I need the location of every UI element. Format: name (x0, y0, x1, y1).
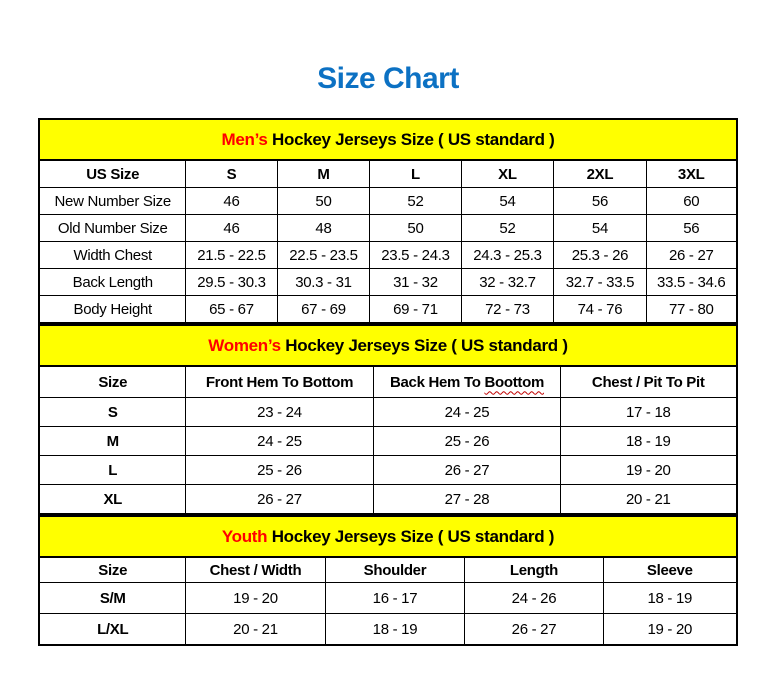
youth-section-highlight: Youth (221, 526, 268, 546)
mens-header-row (39, 160, 736, 188)
table-row (39, 583, 736, 614)
misspelled-word: Boottom (484, 373, 545, 391)
womens-header-row (39, 366, 736, 398)
cell: 20 - 21 (185, 614, 325, 646)
column-header: Sleeve (603, 557, 736, 583)
cell: 16 - 17 (325, 583, 464, 614)
youth-section-band (39, 516, 736, 557)
cell: 74 - 76 (553, 296, 646, 324)
table-row (39, 215, 736, 242)
column-header: Chest / Pit To Pit (560, 366, 736, 398)
column-header: S (185, 160, 277, 188)
cell: 65 - 67 (185, 296, 277, 324)
cell: 50 (369, 215, 461, 242)
row-label: XL (39, 485, 185, 515)
youth-header-row (39, 557, 736, 583)
column-header: Length (464, 557, 603, 583)
mens-size-table (38, 118, 737, 324)
row-label: L (39, 456, 185, 485)
row-label: S/M (39, 583, 185, 614)
cell: 31 - 32 (369, 269, 461, 296)
cell: 25 - 26 (185, 456, 373, 485)
cell: 60 (646, 188, 736, 215)
page-title: Size Chart (317, 62, 459, 95)
cell: 24.3 - 25.3 (461, 242, 553, 269)
table-row (39, 456, 736, 485)
cell: 24 - 25 (373, 398, 560, 427)
row-label: Body Height (39, 296, 185, 324)
mens-section-highlight: Men’s (221, 129, 268, 149)
mens-section-title (39, 119, 736, 160)
cell: 24 - 26 (464, 583, 603, 614)
cell: 67 - 69 (277, 296, 369, 324)
womens-section-title (39, 325, 736, 366)
cell: 46 (185, 188, 277, 215)
column-header-text: Back Hem To (389, 373, 481, 391)
cell: 56 (646, 215, 736, 242)
mens-section-band (39, 119, 736, 160)
cell: 26 - 27 (646, 242, 736, 269)
row-label: S (39, 398, 185, 427)
table-row (39, 398, 736, 427)
row-label: Old Number Size (39, 215, 185, 242)
cell: 52 (461, 215, 553, 242)
womens-size-table (38, 324, 737, 515)
row-label: New Number Size (39, 188, 185, 215)
table-row (39, 242, 736, 269)
cell: 52 (369, 188, 461, 215)
cell: 32.7 - 33.5 (553, 269, 646, 296)
row-label: Width Chest (39, 242, 185, 269)
column-header: XL (461, 160, 553, 188)
cell: 26 - 27 (373, 456, 560, 485)
column-header: Shoulder (325, 557, 464, 583)
cell: 19 - 20 (603, 614, 736, 646)
cell: 23 - 24 (185, 398, 373, 427)
cell: 23.5 - 24.3 (369, 242, 461, 269)
mens-section-rest: Hockey Jerseys Size ( US standard ) (272, 129, 555, 149)
cell: 77 - 80 (646, 296, 736, 324)
cell: 26 - 27 (464, 614, 603, 646)
cell: 21.5 - 22.5 (185, 242, 277, 269)
cell: 18 - 19 (560, 427, 736, 456)
row-label: Back Length (39, 269, 185, 296)
womens-section-rest: Hockey Jerseys Size ( US standard ) (285, 335, 568, 355)
column-header: L (369, 160, 461, 188)
cell: 19 - 20 (185, 583, 325, 614)
row-label: M (39, 427, 185, 456)
cell: 56 (553, 188, 646, 215)
cell: 50 (277, 188, 369, 215)
youth-section-title (39, 516, 736, 557)
cell: 29.5 - 30.3 (185, 269, 277, 296)
cell: 24 - 25 (185, 427, 373, 456)
table-row (39, 614, 736, 646)
table-row (39, 427, 736, 456)
cell: 27 - 28 (373, 485, 560, 515)
cell: 54 (553, 215, 646, 242)
cell: 17 - 18 (560, 398, 736, 427)
table-row (39, 269, 736, 296)
womens-section-highlight: Women’s (208, 335, 281, 355)
table-row (39, 188, 736, 215)
youth-section-rest: Hockey Jerseys Size ( US standard ) (271, 526, 555, 546)
cell: 25.3 - 26 (553, 242, 646, 269)
cell: 20 - 21 (560, 485, 736, 515)
cell: 18 - 19 (603, 583, 736, 614)
cell: 25 - 26 (373, 427, 560, 456)
cell: 48 (277, 215, 369, 242)
column-header: M (277, 160, 369, 188)
cell: 32 - 32.7 (461, 269, 553, 296)
cell: 33.5 - 34.6 (646, 269, 736, 296)
table-row (39, 485, 736, 515)
column-header: US Size (39, 160, 185, 188)
column-header: 3XL (646, 160, 736, 188)
cell: 26 - 27 (185, 485, 373, 515)
cell: 30.3 - 31 (277, 269, 369, 296)
cell: 69 - 71 (369, 296, 461, 324)
column-header: Size (39, 366, 185, 398)
cell: 46 (185, 215, 277, 242)
youth-size-table (38, 515, 737, 646)
column-header: Size (39, 557, 185, 583)
column-header (373, 366, 560, 398)
cell: 72 - 73 (461, 296, 553, 324)
womens-section-band (39, 325, 736, 366)
cell: 54 (461, 188, 553, 215)
cell: 22.5 - 23.5 (277, 242, 369, 269)
table-row (39, 296, 736, 324)
column-header: 2XL (553, 160, 646, 188)
cell: 18 - 19 (325, 614, 464, 646)
cell: 19 - 20 (560, 456, 736, 485)
row-label: L/XL (39, 614, 185, 646)
column-header: Front Hem To Bottom (185, 366, 373, 398)
column-header: Chest / Width (185, 557, 325, 583)
